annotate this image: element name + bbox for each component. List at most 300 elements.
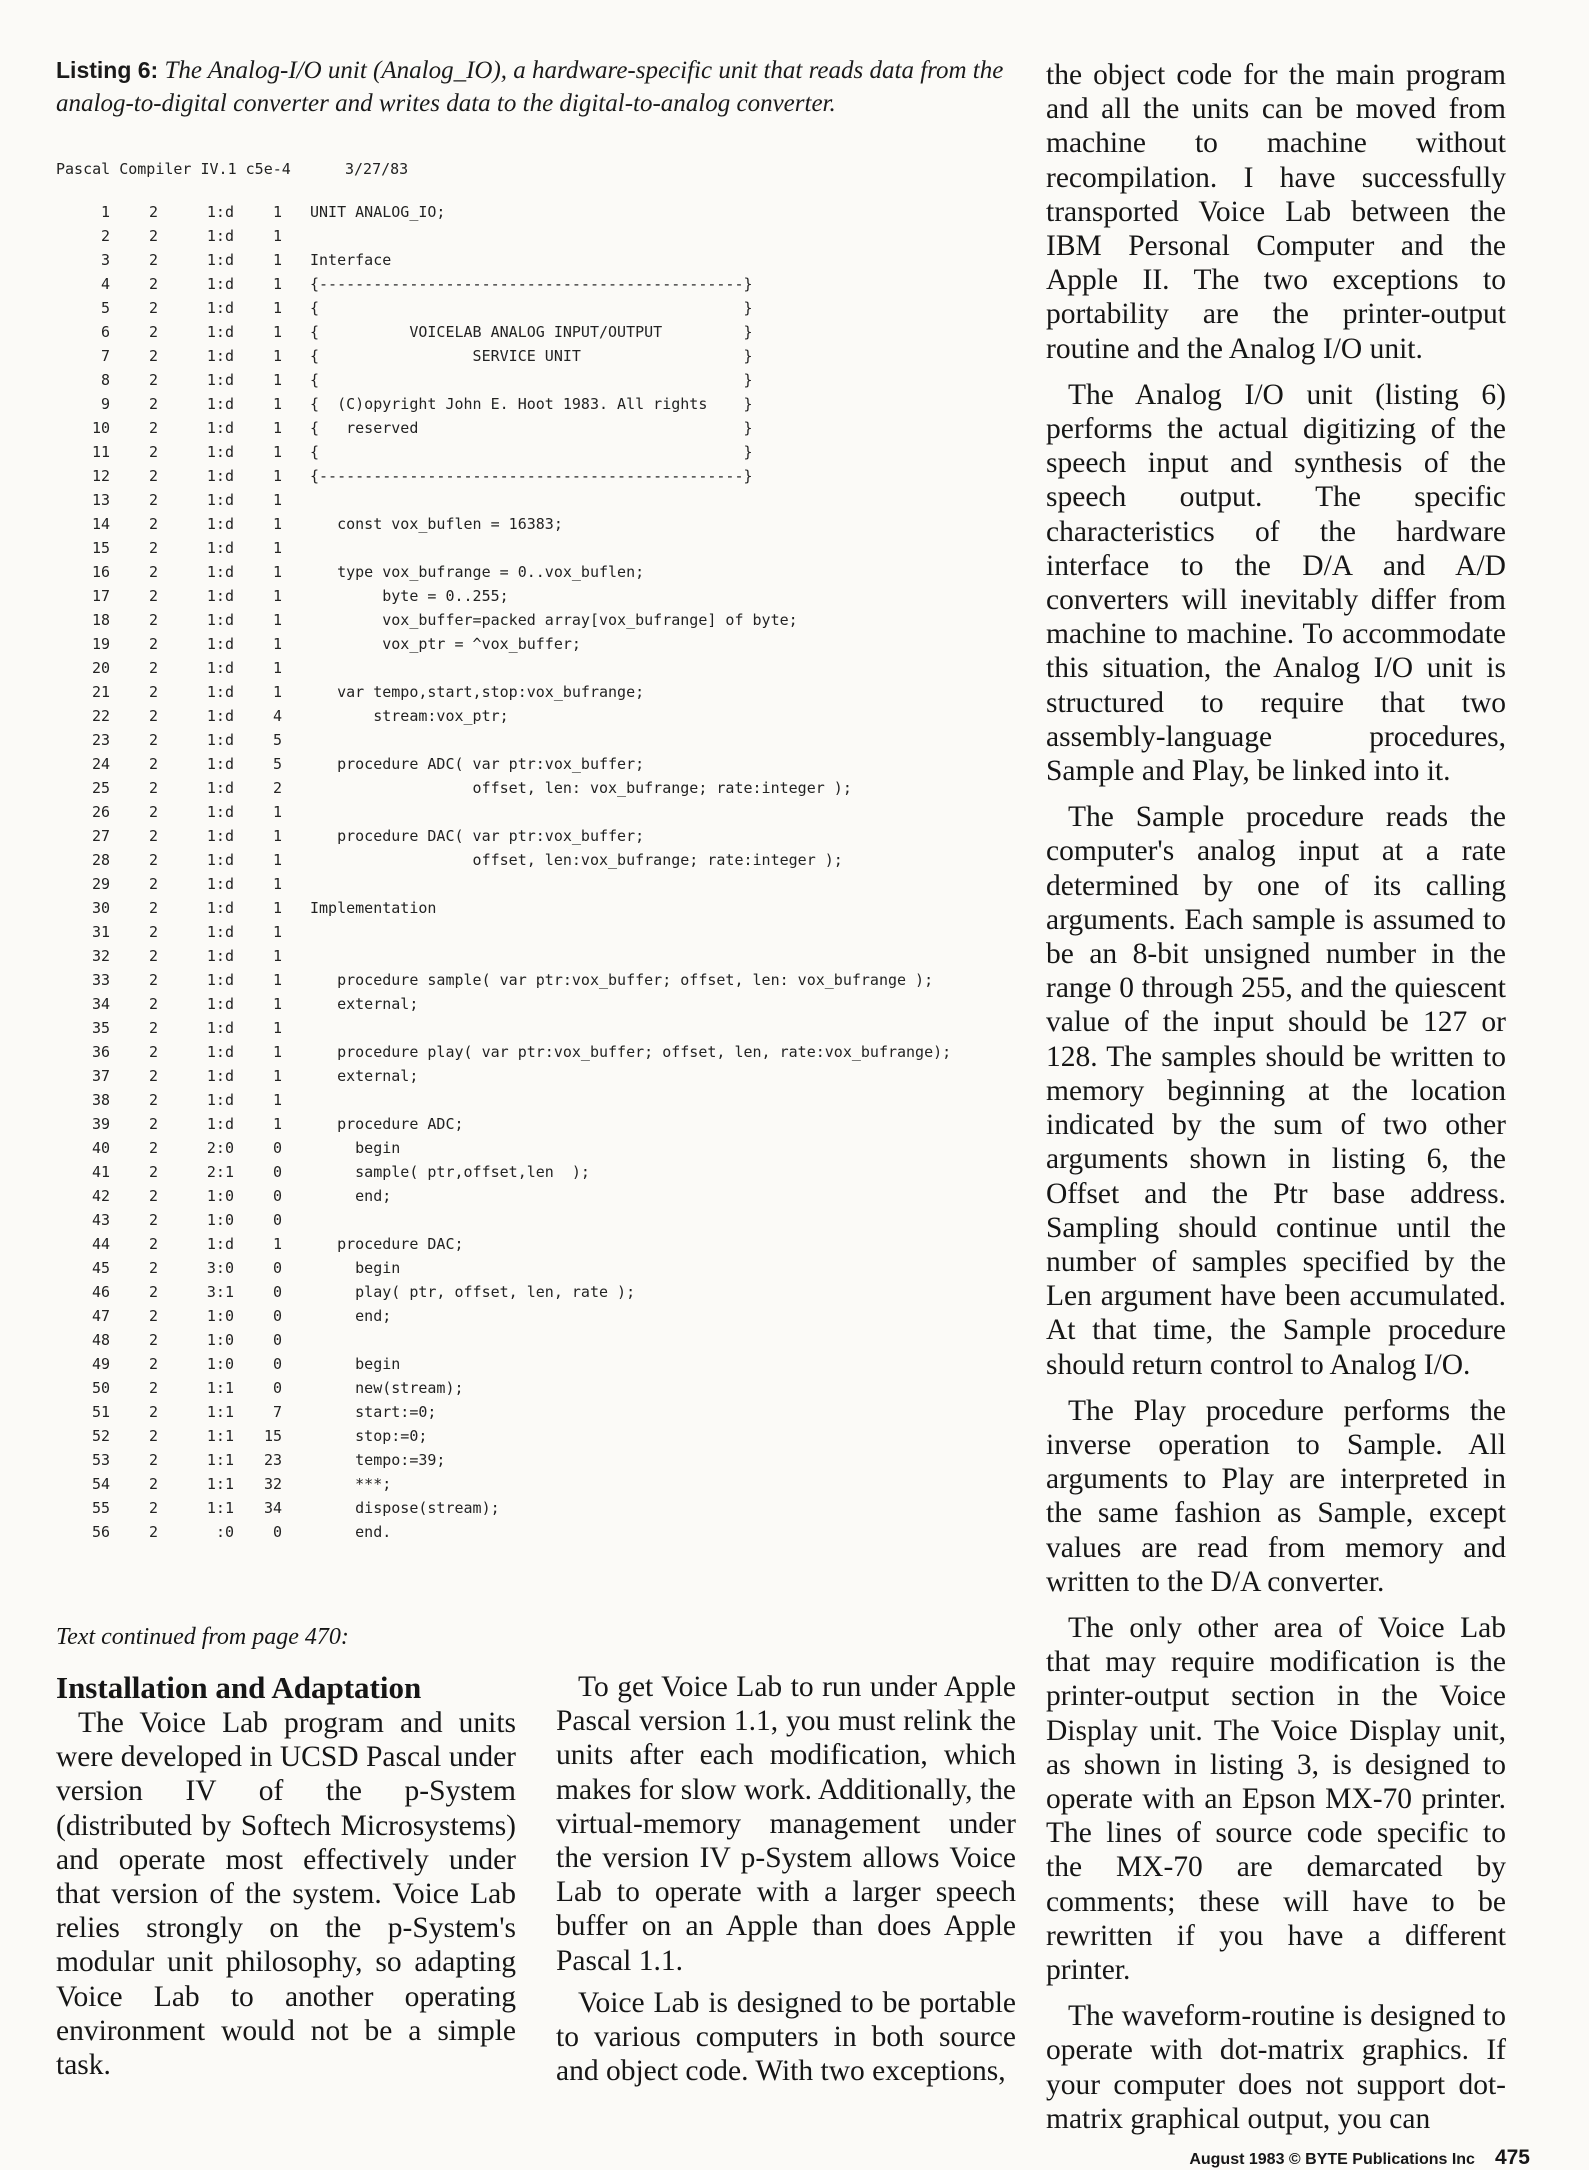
segment-proc: 1:d xyxy=(206,947,234,965)
paragraph: The Analog I/O unit (listing 6) performs the actual digitizing of the speech input and synthesis of the speech output. The specific characteristics of the hardware interface to the D/A and A/D converters will inevitably differ from machine to machine. To accommodate this situation, the Analog I/O unit is structured to require that two assembly-language procedures, Sample and Play, be linked into it. xyxy=(1046,378,1506,788)
code-text: stop:=0; xyxy=(310,1427,428,1445)
listing-line xyxy=(56,776,1026,800)
nesting-level: 2 xyxy=(148,419,158,437)
paragraph: The Voice Lab program and units were developed in UCSD Pascal under version IV of the p-System (distributed by Softech Microsystems) and operate most effectively under that version of the system. Voice Lab relies strongly on the p-System's modular unit philosophy, so adapting Voice Lab to another operating environment would not be a simple task. xyxy=(56,1707,516,2082)
code-text: sample( ptr,offset,len ); xyxy=(310,1163,590,1181)
listing-caption-text: The Analog-I/O unit (Analog_IO), a hardware-specific unit that reads data from the analog-to-digital converter and writes data to the digital-to-analog converter. xyxy=(56,57,1004,117)
segment-proc: 1:d xyxy=(206,827,234,845)
offset: 1 xyxy=(272,443,282,461)
code-text xyxy=(282,488,310,512)
bottom-section xyxy=(56,1622,1016,2088)
line-number: 19 xyxy=(91,635,110,653)
nesting-level: 2 xyxy=(148,1043,158,1061)
segment-proc: 1:d xyxy=(206,227,234,245)
nesting-level: 2 xyxy=(148,515,158,533)
line-number: 17 xyxy=(91,587,110,605)
line-number: 3 xyxy=(100,251,110,269)
code-text: { VOICELAB ANALOG INPUT/OUTPUT } xyxy=(310,323,753,341)
code-text: Implementation xyxy=(310,899,437,917)
listing-line xyxy=(56,824,1026,848)
offset: 1 xyxy=(272,227,282,245)
nesting-level: 2 xyxy=(148,1259,158,1277)
segment-proc: 1:d xyxy=(206,1091,234,1109)
code-text: { SERVICE UNIT } xyxy=(310,347,753,365)
segment-proc: 1:0 xyxy=(206,1211,234,1229)
line-number: 32 xyxy=(91,947,110,965)
paragraph: The Play procedure performs the inverse operation to Sample. All arguments to Play are interpreted in the same fashion as Sample, except values are read from memory and written to the D/A converter. xyxy=(1046,1394,1506,1598)
line-number: 41 xyxy=(91,1163,110,1181)
segment-proc: 1:d xyxy=(206,587,234,605)
segment-proc: 1:d xyxy=(206,899,234,917)
code-text: external; xyxy=(310,1067,419,1085)
nesting-level: 2 xyxy=(148,1451,158,1469)
offset: 1 xyxy=(272,923,282,941)
segment-proc: 1:0 xyxy=(206,1187,234,1205)
line-number: 7 xyxy=(100,347,110,365)
paragraph: Voice Lab is designed to be portable to various computers in both source and object code. With two exceptions, xyxy=(556,1986,1016,2088)
segment-proc: 1:d xyxy=(206,851,234,869)
offset: 1 xyxy=(272,299,282,317)
section-heading: Installation and Adaptation xyxy=(56,1670,422,1705)
segment-proc: 1:d xyxy=(206,995,234,1013)
code-text: begin xyxy=(310,1355,401,1373)
listing-line xyxy=(56,320,1026,344)
line-number: 45 xyxy=(91,1259,110,1277)
offset: 1 xyxy=(272,827,282,845)
segment-proc: 1:d xyxy=(206,755,234,773)
listing-line xyxy=(56,800,1026,824)
segment-proc: 1:d xyxy=(206,395,234,413)
code-text: begin xyxy=(310,1139,401,1157)
segment-proc: 1:d xyxy=(206,971,234,989)
code-text: procedure DAC( var ptr:vox_buffer; xyxy=(310,827,645,845)
segment-proc: 1:d xyxy=(206,635,234,653)
code-text: { } xyxy=(310,299,753,317)
offset: 1 xyxy=(272,1115,282,1133)
nesting-level: 2 xyxy=(148,1163,158,1181)
nesting-level: 2 xyxy=(148,539,158,557)
segment-proc: 1:d xyxy=(206,203,234,221)
listing-line xyxy=(56,1016,1026,1040)
code-text xyxy=(282,1088,310,1112)
offset: 1 xyxy=(272,1067,282,1085)
segment-proc: 1:0 xyxy=(206,1331,234,1349)
offset: 1 xyxy=(272,347,282,365)
paragraph: The Sample procedure reads the computer's analog input at a rate determined by one of its calling arguments. Each sample is assumed to be an 8-bit unsigned number in the range 0 through 255, and the quiescent value of the input should be 127 or 128. The samples should be written to memory beginning at the location indicated by the sum of two other arguments shown in listing 6, the Offset and the Ptr base address. Sampling should continue until the number of samples specified by the Len argument have been accumulated. At that time, the Sample procedure should return control to Analog I/O. xyxy=(1046,801,1506,1381)
code-text xyxy=(282,1016,310,1040)
code-text: { (C)opyright John E. Hoot 1983. All rights } xyxy=(310,395,753,413)
line-number: 49 xyxy=(91,1355,110,1373)
segment-proc: 1:d xyxy=(206,1043,234,1061)
line-number: 31 xyxy=(91,923,110,941)
offset: 1 xyxy=(272,1235,282,1253)
offset: 0 xyxy=(272,1187,282,1205)
listing-line xyxy=(56,1136,1026,1160)
listing-caption xyxy=(56,54,1026,120)
nesting-level: 2 xyxy=(148,371,158,389)
listing-line xyxy=(56,944,1026,968)
listing-line xyxy=(56,488,1026,512)
offset: 0 xyxy=(272,1139,282,1157)
code-text xyxy=(282,1208,310,1232)
code-text: ***; xyxy=(310,1475,392,1493)
listing-line xyxy=(56,1472,1026,1496)
listing-lines xyxy=(56,200,1026,1544)
line-number: 53 xyxy=(91,1451,110,1469)
line-number: 15 xyxy=(91,539,110,557)
listing-caption-label: Listing 6: xyxy=(56,57,159,83)
line-number: 24 xyxy=(91,755,110,773)
line-number: 47 xyxy=(91,1307,110,1325)
code-text xyxy=(282,800,310,824)
nesting-level: 2 xyxy=(148,1355,158,1373)
line-number: 4 xyxy=(100,275,110,293)
offset: 34 xyxy=(263,1499,282,1517)
nesting-level: 2 xyxy=(148,491,158,509)
segment-proc: 1:d xyxy=(206,275,234,293)
nesting-level: 2 xyxy=(148,1211,158,1229)
offset: 1 xyxy=(272,995,282,1013)
line-number: 9 xyxy=(100,395,110,413)
code-text: dispose(stream); xyxy=(310,1499,500,1517)
line-number: 30 xyxy=(91,899,110,917)
segment-proc: 1:d xyxy=(206,707,234,725)
offset: 0 xyxy=(272,1355,282,1373)
offset: 1 xyxy=(272,875,282,893)
listing-line xyxy=(56,752,1026,776)
listing-line xyxy=(56,464,1026,488)
listing-line xyxy=(56,1232,1026,1256)
listing-line xyxy=(56,1376,1026,1400)
line-number: 52 xyxy=(91,1427,110,1445)
nesting-level: 2 xyxy=(148,755,158,773)
line-number: 23 xyxy=(91,731,110,749)
nesting-level: 2 xyxy=(148,875,158,893)
segment-proc: 1:1 xyxy=(206,1499,234,1517)
code-text: end; xyxy=(310,1307,392,1325)
segment-proc: :0 xyxy=(215,1523,234,1541)
segment-proc: 1:1 xyxy=(206,1379,234,1397)
listing-line xyxy=(56,680,1026,704)
offset: 1 xyxy=(272,1091,282,1109)
left-column-text xyxy=(56,1670,516,2088)
line-number: 43 xyxy=(91,1211,110,1229)
code-text: Interface xyxy=(310,251,392,269)
line-number: 28 xyxy=(91,851,110,869)
listing-line xyxy=(56,1184,1026,1208)
code-text: { } xyxy=(310,443,753,461)
offset: 1 xyxy=(272,203,282,221)
segment-proc: 1:d xyxy=(206,251,234,269)
line-number: 16 xyxy=(91,563,110,581)
offset: 1 xyxy=(272,635,282,653)
nesting-level: 2 xyxy=(148,467,158,485)
code-text: { } xyxy=(310,371,753,389)
segment-proc: 2:1 xyxy=(206,1163,234,1181)
segment-proc: 1:d xyxy=(206,803,234,821)
code-text: vox_buffer=packed array[vox_bufrange] of byte; xyxy=(310,611,798,629)
code-listing xyxy=(56,160,1026,1544)
listing-line xyxy=(56,1424,1026,1448)
nesting-level: 2 xyxy=(148,563,158,581)
line-number: 51 xyxy=(91,1403,110,1421)
listing-line xyxy=(56,416,1026,440)
nesting-level: 2 xyxy=(148,443,158,461)
offset: 1 xyxy=(272,515,282,533)
segment-proc: 1:d xyxy=(206,323,234,341)
offset: 1 xyxy=(272,491,282,509)
listing-line xyxy=(56,1064,1026,1088)
segment-proc: 3:1 xyxy=(206,1283,234,1301)
segment-proc: 1:d xyxy=(206,1115,234,1133)
nesting-level: 2 xyxy=(148,995,158,1013)
code-text xyxy=(282,536,310,560)
nesting-level: 2 xyxy=(148,299,158,317)
segment-proc: 1:d xyxy=(206,923,234,941)
code-text: vox_ptr = ^vox_buffer; xyxy=(310,635,581,653)
code-text xyxy=(282,872,310,896)
line-number: 38 xyxy=(91,1091,110,1109)
offset: 1 xyxy=(272,971,282,989)
code-text: {-----------------------------------------------} xyxy=(310,275,753,293)
listing-line xyxy=(56,1496,1026,1520)
segment-proc: 1:d xyxy=(206,779,234,797)
listing-line xyxy=(56,1304,1026,1328)
nesting-level: 2 xyxy=(148,803,158,821)
code-text: stream:vox_ptr; xyxy=(310,707,509,725)
nesting-level: 2 xyxy=(148,635,158,653)
segment-proc: 1:d xyxy=(206,347,234,365)
listing-line xyxy=(56,224,1026,248)
code-text: begin xyxy=(310,1259,401,1277)
listing-line xyxy=(56,512,1026,536)
segment-proc: 1:d xyxy=(206,371,234,389)
code-text: type vox_bufrange = 0..vox_buflen; xyxy=(310,563,645,581)
code-text xyxy=(282,944,310,968)
listing-line xyxy=(56,368,1026,392)
nesting-level: 2 xyxy=(148,1307,158,1325)
line-number: 14 xyxy=(91,515,110,533)
line-number: 22 xyxy=(91,707,110,725)
segment-proc: 1:1 xyxy=(206,1427,234,1445)
line-number: 1 xyxy=(100,203,110,221)
listing-line xyxy=(56,608,1026,632)
nesting-level: 2 xyxy=(148,203,158,221)
offset: 2 xyxy=(272,779,282,797)
line-number: 48 xyxy=(91,1331,110,1349)
listing-line xyxy=(56,1088,1026,1112)
offset: 1 xyxy=(272,947,282,965)
segment-proc: 1:d xyxy=(206,491,234,509)
offset: 1 xyxy=(272,563,282,581)
listing-line xyxy=(56,1400,1026,1424)
offset: 1 xyxy=(272,323,282,341)
listing-line xyxy=(56,704,1026,728)
code-text: tempo:=39; xyxy=(310,1451,446,1469)
page-footer xyxy=(1150,2146,1530,2170)
nesting-level: 2 xyxy=(148,611,158,629)
listing-line xyxy=(56,728,1026,752)
nesting-level: 2 xyxy=(148,1091,158,1109)
line-number: 18 xyxy=(91,611,110,629)
listing-line xyxy=(56,992,1026,1016)
listing-line xyxy=(56,848,1026,872)
code-text: procedure DAC; xyxy=(310,1235,464,1253)
offset: 32 xyxy=(263,1475,282,1493)
code-text: new(stream); xyxy=(310,1379,464,1397)
segment-proc: 1:1 xyxy=(206,1475,234,1493)
line-number: 40 xyxy=(91,1139,110,1157)
listing-line xyxy=(56,584,1026,608)
code-text: end. xyxy=(310,1523,392,1541)
nesting-level: 2 xyxy=(148,1139,158,1157)
nesting-level: 2 xyxy=(148,1499,158,1517)
offset: 0 xyxy=(272,1211,282,1229)
compiler-header: Pascal Compiler IV.1 c5e-4 3/27/83 xyxy=(56,160,409,178)
footer-credit: August 1983 © BYTE Publications Inc xyxy=(1189,2151,1475,2168)
line-number: 35 xyxy=(91,1019,110,1037)
segment-proc: 1:d xyxy=(206,683,234,701)
nesting-level: 2 xyxy=(148,1283,158,1301)
offset: 1 xyxy=(272,803,282,821)
code-text: {-----------------------------------------------} xyxy=(310,467,753,485)
code-text: { reserved } xyxy=(310,419,753,437)
code-text: offset, len: vox_bufrange; rate:integer ); xyxy=(310,779,852,797)
line-number: 50 xyxy=(91,1379,110,1397)
listing-line xyxy=(56,248,1026,272)
offset: 1 xyxy=(272,683,282,701)
line-number: 42 xyxy=(91,1187,110,1205)
listing-line xyxy=(56,440,1026,464)
offset: 1 xyxy=(272,1019,282,1037)
segment-proc: 1:d xyxy=(206,659,234,677)
offset: 1 xyxy=(272,611,282,629)
nesting-level: 2 xyxy=(148,1403,158,1421)
line-number: 46 xyxy=(91,1283,110,1301)
line-number: 6 xyxy=(100,323,110,341)
offset: 1 xyxy=(272,587,282,605)
nesting-level: 2 xyxy=(148,923,158,941)
listing-line xyxy=(56,632,1026,656)
segment-proc: 1:d xyxy=(206,611,234,629)
offset: 5 xyxy=(272,731,282,749)
listing-line xyxy=(56,1040,1026,1064)
line-number: 55 xyxy=(91,1499,110,1517)
listing-line xyxy=(56,560,1026,584)
segment-proc: 1:1 xyxy=(206,1403,234,1421)
code-text: procedure ADC; xyxy=(310,1115,464,1133)
code-text: external; xyxy=(310,995,419,1013)
code-text: play( ptr, offset, len, rate ); xyxy=(310,1283,636,1301)
offset: 1 xyxy=(272,1043,282,1061)
code-text: UNIT ANALOG_IO; xyxy=(310,203,446,221)
nesting-level: 2 xyxy=(148,1523,158,1541)
segment-proc: 1:d xyxy=(206,731,234,749)
listing-line xyxy=(56,656,1026,680)
nesting-level: 2 xyxy=(148,899,158,917)
offset: 7 xyxy=(272,1403,282,1421)
offset: 0 xyxy=(272,1283,282,1301)
segment-proc: 3:0 xyxy=(206,1259,234,1277)
line-number: 37 xyxy=(91,1067,110,1085)
offset: 1 xyxy=(272,419,282,437)
nesting-level: 2 xyxy=(148,1067,158,1085)
offset: 1 xyxy=(272,371,282,389)
line-number: 20 xyxy=(91,659,110,677)
nesting-level: 2 xyxy=(148,1331,158,1349)
code-text xyxy=(282,728,310,752)
segment-proc: 1:d xyxy=(206,467,234,485)
offset: 0 xyxy=(272,1163,282,1181)
segment-proc: 1:d xyxy=(206,875,234,893)
nesting-level: 2 xyxy=(148,227,158,245)
listing-line xyxy=(56,920,1026,944)
line-number: 29 xyxy=(91,875,110,893)
nesting-level: 2 xyxy=(148,779,158,797)
nesting-level: 2 xyxy=(148,323,158,341)
nesting-level: 2 xyxy=(148,1187,158,1205)
segment-proc: 1:d xyxy=(206,1019,234,1037)
listing-line xyxy=(56,896,1026,920)
listing-line xyxy=(56,536,1026,560)
nesting-level: 2 xyxy=(148,1019,158,1037)
line-number: 2 xyxy=(100,227,110,245)
nesting-level: 2 xyxy=(148,1115,158,1133)
segment-proc: 1:d xyxy=(206,443,234,461)
offset: 0 xyxy=(272,1259,282,1277)
segment-proc: 1:d xyxy=(206,419,234,437)
line-number: 26 xyxy=(91,803,110,821)
offset: 1 xyxy=(272,275,282,293)
listing-line xyxy=(56,344,1026,368)
listing-line xyxy=(56,296,1026,320)
code-text: offset, len:vox_bufrange; rate:integer ); xyxy=(310,851,843,869)
listing-line xyxy=(56,1208,1026,1232)
offset: 0 xyxy=(272,1331,282,1349)
listing-line xyxy=(56,1256,1026,1280)
nesting-level: 2 xyxy=(148,275,158,293)
line-number: 11 xyxy=(91,443,110,461)
segment-proc: 1:d xyxy=(206,515,234,533)
code-text: procedure ADC( var ptr:vox_buffer; xyxy=(310,755,645,773)
code-text xyxy=(282,224,310,248)
nesting-level: 2 xyxy=(148,587,158,605)
code-text xyxy=(282,656,310,680)
listing-line xyxy=(56,872,1026,896)
nesting-level: 2 xyxy=(148,251,158,269)
line-number: 39 xyxy=(91,1115,110,1133)
code-text xyxy=(282,1328,310,1352)
nesting-level: 2 xyxy=(148,347,158,365)
segment-proc: 1:d xyxy=(206,539,234,557)
segment-proc: 1:1 xyxy=(206,1451,234,1469)
line-number: 12 xyxy=(91,467,110,485)
line-number: 21 xyxy=(91,683,110,701)
line-number: 10 xyxy=(91,419,110,437)
segment-proc: 1:d xyxy=(206,563,234,581)
line-number: 36 xyxy=(91,1043,110,1061)
nesting-level: 2 xyxy=(148,1379,158,1397)
nesting-level: 2 xyxy=(148,707,158,725)
offset: 0 xyxy=(272,1523,282,1541)
listing-line xyxy=(56,1448,1026,1472)
segment-proc: 1:d xyxy=(206,299,234,317)
line-number: 44 xyxy=(91,1235,110,1253)
listing-line xyxy=(56,968,1026,992)
paragraph: The waveform-routine is designed to operate with dot-matrix graphics. If your computer does not support dot-matrix graphical output, you can xyxy=(1046,2000,1506,2135)
code-text: const vox_buflen = 16383; xyxy=(310,515,563,533)
nesting-level: 2 xyxy=(148,971,158,989)
